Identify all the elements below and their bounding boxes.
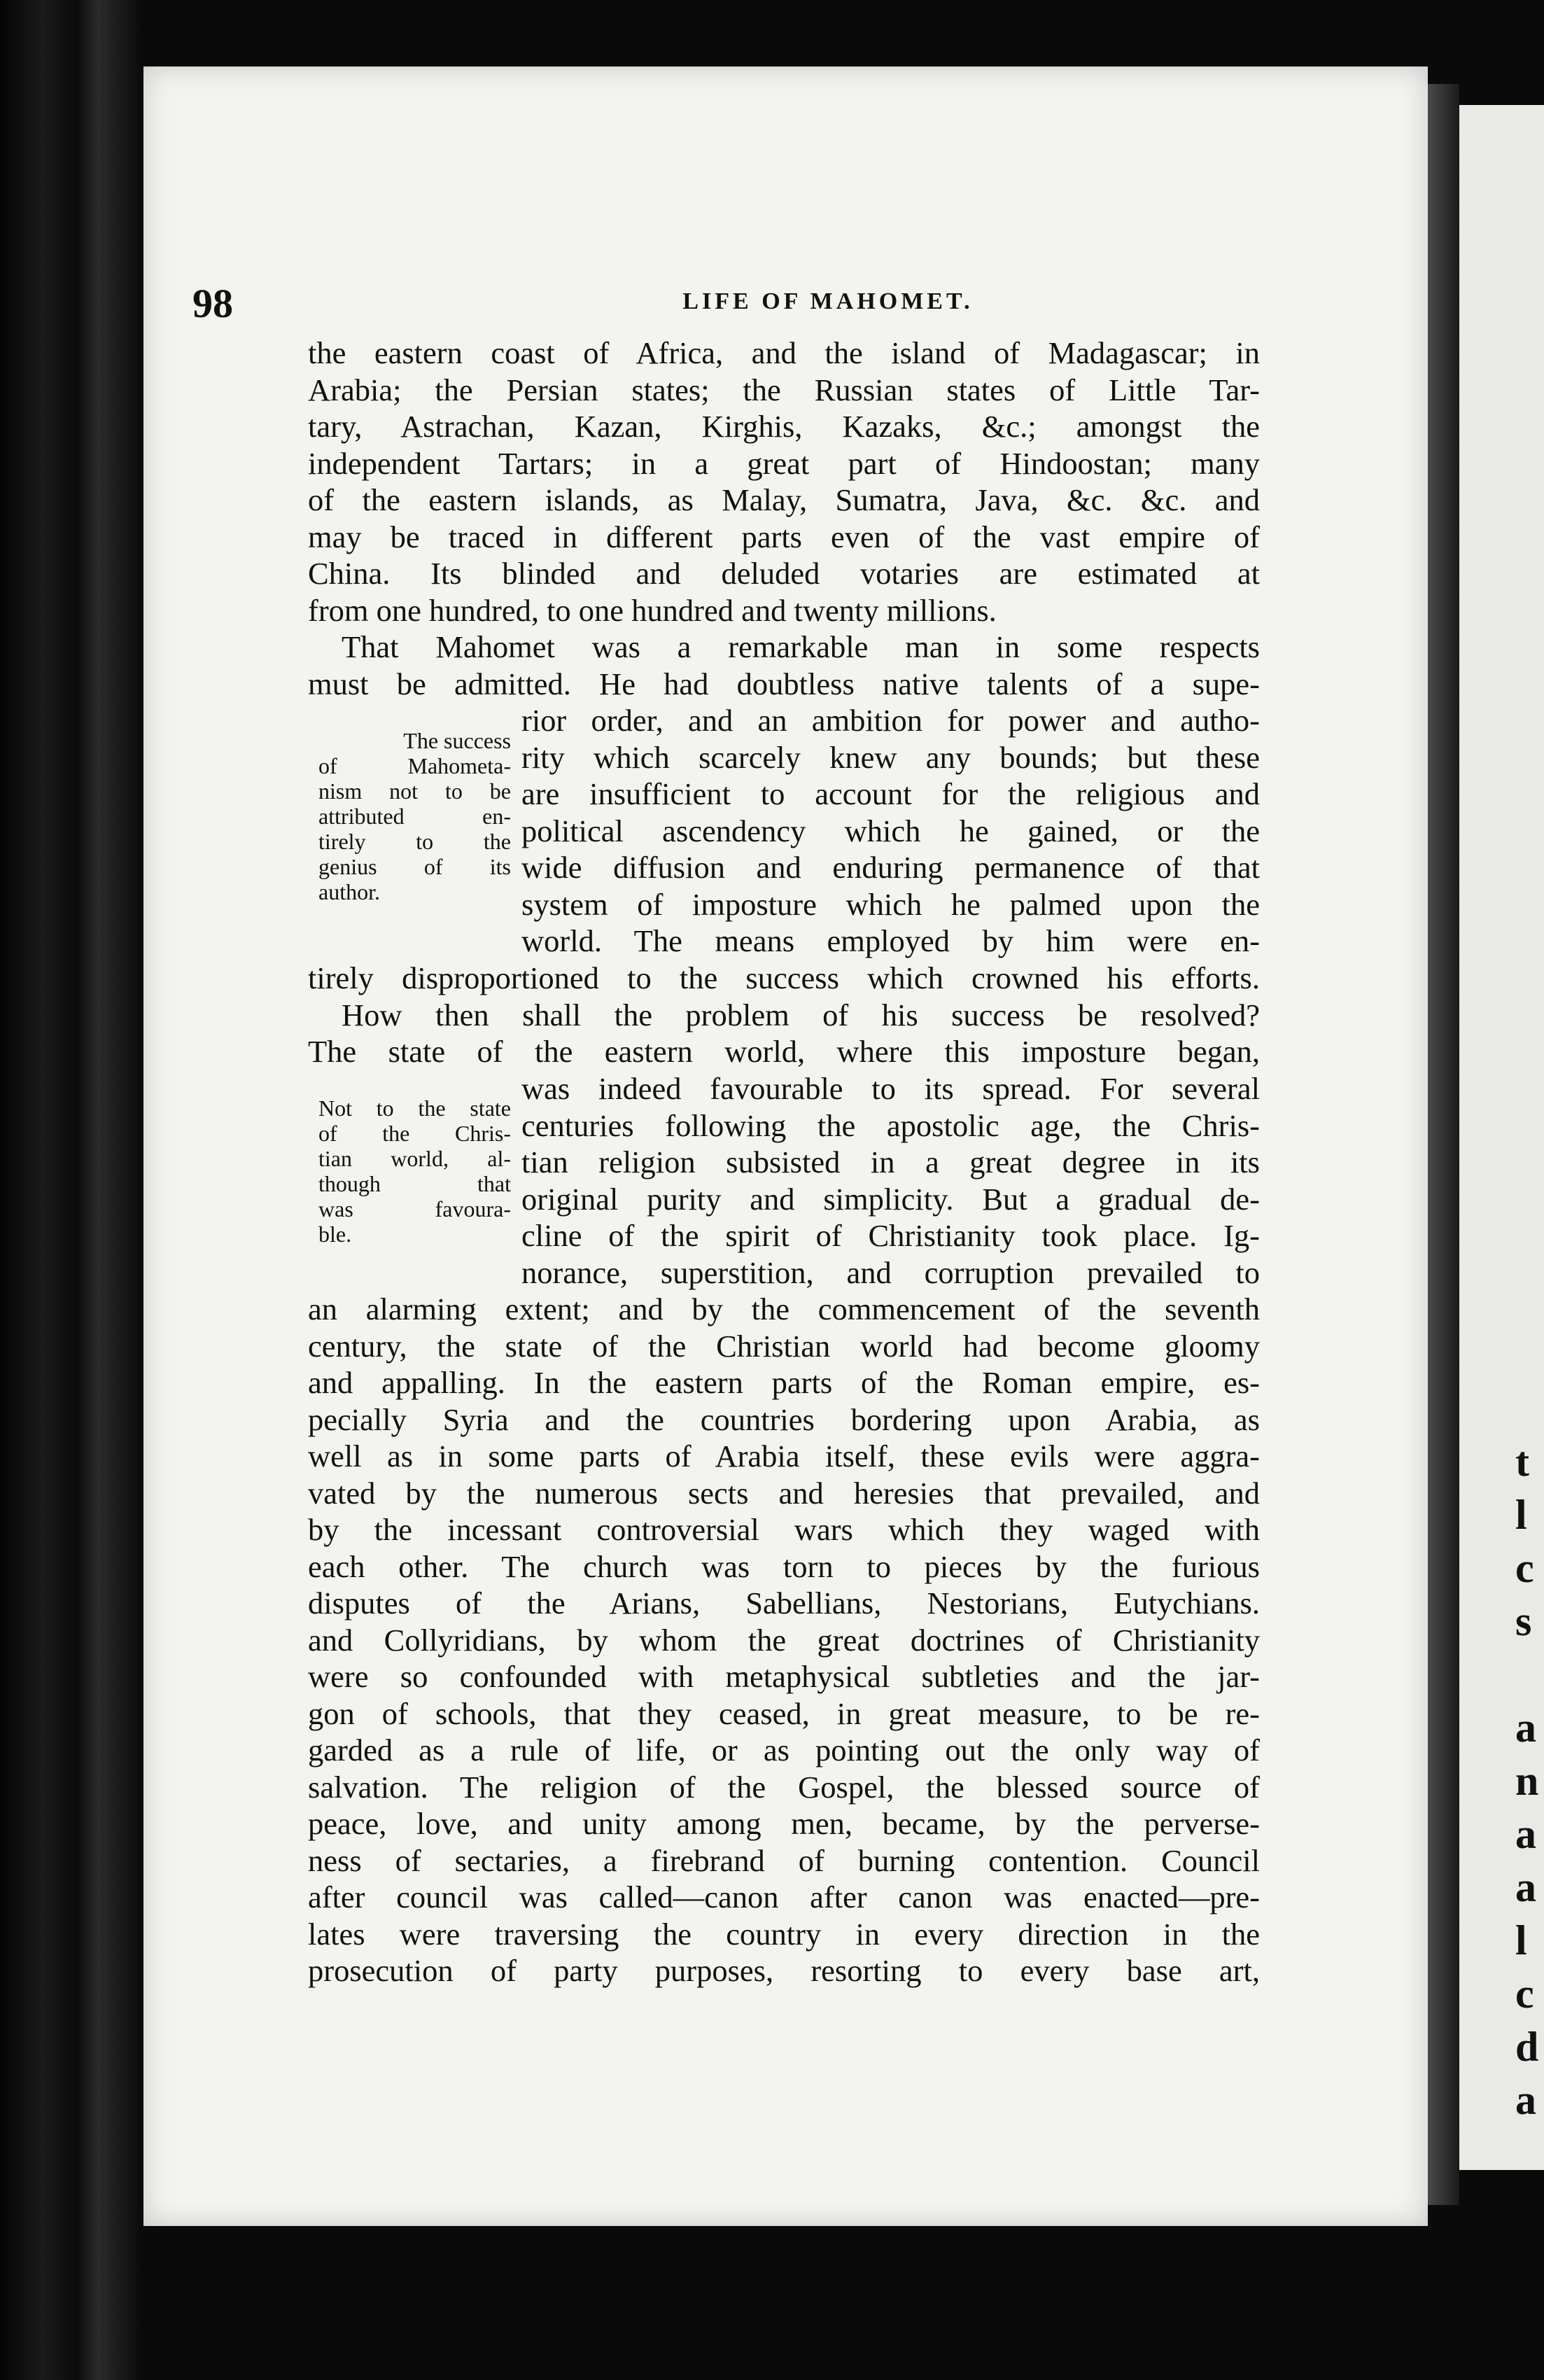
body-text-narrow-1 (521, 702, 1260, 960)
text-line: each other. The church was torn to pieces by the furious (308, 1548, 1260, 1584)
margin-note-line: Not to the state (318, 1096, 511, 1121)
text-line: tian religion subsisted in a great degree in its (521, 1144, 1260, 1180)
text-line: gon of schools, that they ceased, in great measure, to be re- (308, 1695, 1260, 1731)
margin-note-line: nism not to be (318, 778, 511, 804)
text-line: lates were traversing the country in every direction in the (308, 1916, 1260, 1952)
text-line: The state of the eastern world, where this imposture began, (308, 1034, 1260, 1069)
text-line: How then shall the problem of his success be resolved? (342, 997, 1260, 1032)
body-text-top (308, 335, 1260, 702)
text-line: were so confounded with metaphysical subtleties and the jar- (308, 1659, 1260, 1694)
text-line: original purity and simplicity. But a gradual de- (521, 1181, 1260, 1217)
text-line: are insufficient to account for the religious and (521, 776, 1260, 811)
text-line: wide diffusion and enduring permanence of that (521, 850, 1260, 885)
page-number: 98 (192, 281, 233, 326)
text-line: salvation. The religion of the Gospel, the blessed source of (308, 1769, 1260, 1805)
text-line: political ascendency which he gained, or the (521, 813, 1260, 848)
text-line: China. Its blinded and deluded votaries are estimated at (308, 556, 1260, 591)
text-line: norance, superstition, and corruption prevailed to (521, 1254, 1260, 1290)
text-line: rity which scarcely knew any bounds; but these (521, 739, 1260, 775)
text-line: independent Tartars; in a great part of Hindoostan; many (308, 445, 1260, 481)
scan-left-edge (0, 0, 140, 2380)
text-line: century, the state of the Christian world had become gloomy (308, 1328, 1260, 1364)
body-text-narrow-2 (521, 1070, 1260, 1291)
text-line: and appalling. In the eastern parts of the Roman empire, es- (308, 1365, 1260, 1400)
margin-note-line: tian world, al- (318, 1146, 511, 1171)
margin-note-line: genius of its (318, 854, 511, 879)
margin-note-line: though that (318, 1171, 511, 1196)
body-text-mid (308, 960, 1260, 1070)
text-line: disputes of the Arians, Sabellians, Nestorians, Eutychians. (308, 1586, 1260, 1620)
text-line: cline of the spirit of Christianity took place. Ig- (521, 1218, 1260, 1253)
text-line: of the eastern islands, as Malay, Sumatra, Java, &c. &c. and (308, 482, 1260, 517)
text-line: from one hundred, to one hundred and twenty millions. (308, 592, 997, 628)
running-head: LIFE OF MAHOMET. (682, 288, 974, 314)
text-line: prosecution of party purposes, resorting to every base art, (308, 1953, 1260, 1988)
body-text-bottom (308, 1291, 1260, 1989)
text-line: vated by the numerous sects and heresies that prevailed, and (308, 1475, 1260, 1511)
text-line: system of imposture which he palmed upon the (521, 886, 1260, 922)
text-line: Arabia; the Persian states; the Russian states of Little Tar- (308, 372, 1260, 407)
text-line: pecially Syria and the countries bordering upon Arabia, as (308, 1401, 1260, 1437)
margin-note-line: attributed en- (318, 804, 511, 829)
text-line: garded as a rule of life, or as pointing out the only way of (308, 1732, 1260, 1768)
text-line: an alarming extent; and by the commencement of the seventh (308, 1292, 1260, 1326)
margin-note-line: ble. (318, 1222, 352, 1247)
margin-note-success (318, 728, 511, 904)
margin-note-line: author. (318, 879, 380, 904)
text-line: rior order, and an ambition for power and autho- (521, 703, 1260, 738)
text-line: and Collyridians, by whom the great doctrines of Christianity (308, 1622, 1260, 1658)
text-line: may be traced in different parts even of the vast empire of (308, 519, 1260, 554)
text-line: well as in some parts of Arabia itself, these evils were aggra- (308, 1438, 1260, 1474)
text-line: world. The means employed by him were en- (521, 923, 1260, 958)
margin-note-line: was favoura- (318, 1196, 511, 1222)
text-line: was indeed favourable to its spread. For several (521, 1071, 1260, 1106)
text-line: peace, love, and unity among men, became, by the perverse- (308, 1806, 1260, 1841)
text-line: tirely disproportioned to the success which crowned his efforts. (308, 960, 1260, 995)
margin-note-line: tirely to the (318, 829, 511, 854)
text-line: the eastern coast of Africa, and the island of Madagascar; in (308, 335, 1260, 370)
text-line: centuries following the apostolic age, the Chris- (521, 1107, 1260, 1143)
adjacent-page-text-fragment: t l c s a n a a l c d a (1515, 1438, 1539, 2123)
text-line: tary, Astrachan, Kazan, Kirghis, Kazaks, &c.; amongst the (308, 409, 1260, 444)
margin-note-line: The success (403, 728, 511, 753)
text-line: must be admitted. He had doubtless native talents of a supe- (308, 666, 1260, 701)
text-line: ness of sectaries, a firebrand of burning contention. Council (308, 1842, 1260, 1878)
margin-note-line: of the Chris- (318, 1121, 511, 1146)
text-line: That Mahomet was a remarkable man in some respects (342, 629, 1260, 664)
text-line: by the incessant controversial wars which they waged with (308, 1512, 1260, 1547)
page-header (0, 280, 1544, 329)
text-line: after council was called—canon after canon was enacted—pre- (308, 1879, 1260, 1914)
margin-note-line: of Mahometa- (318, 753, 511, 778)
margin-note-christian-world (318, 1096, 511, 1247)
